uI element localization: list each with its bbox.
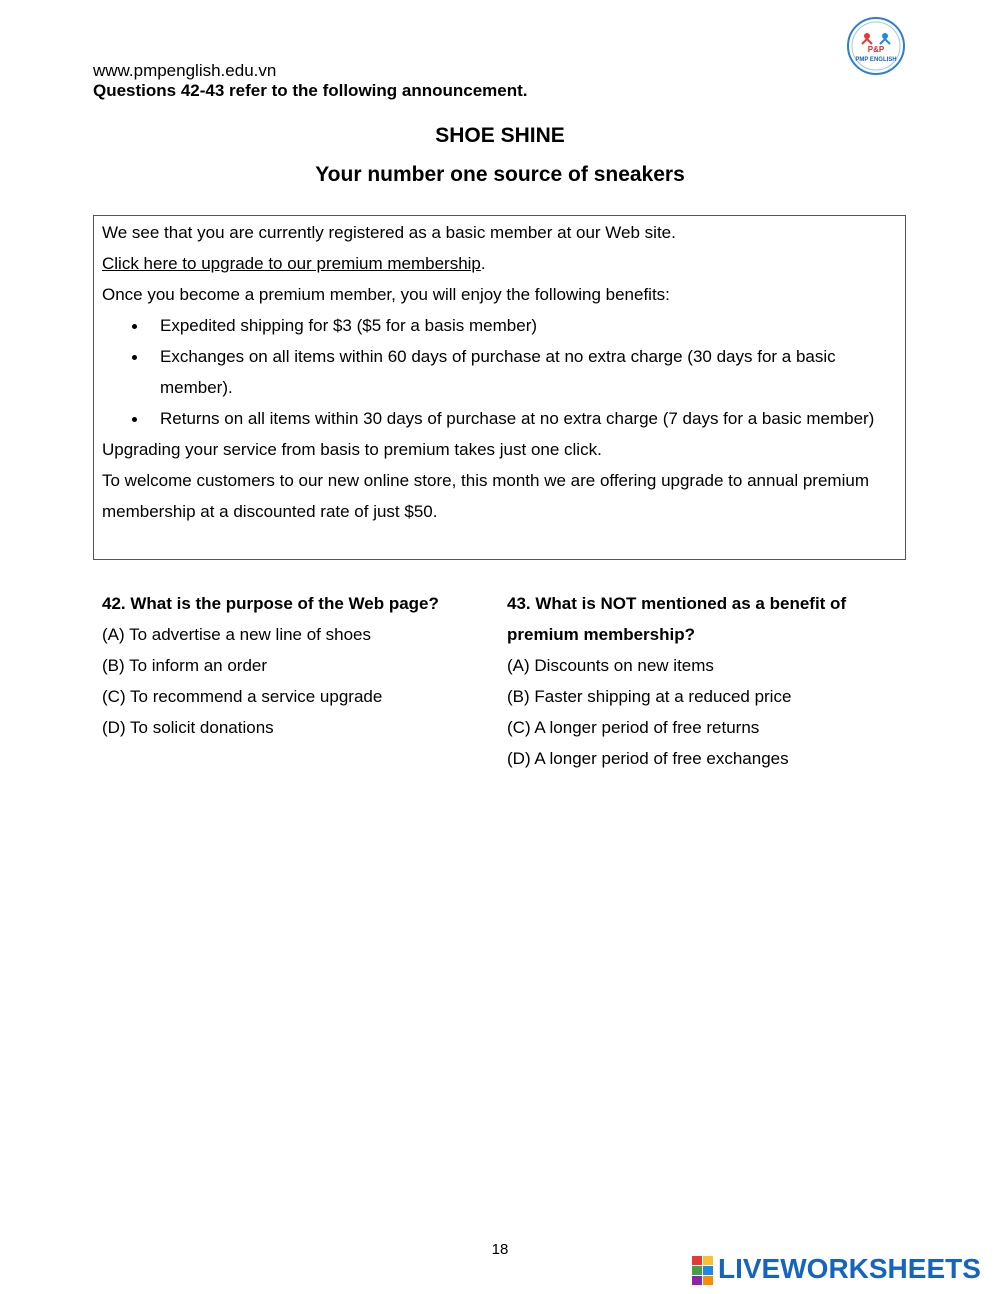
- upgrade-link-suffix: .: [480, 254, 486, 273]
- answer-option[interactable]: (B) To inform an order: [102, 656, 268, 675]
- website-url: www.pmpenglish.edu.vn: [93, 61, 277, 80]
- membership-status-line: We see that you are currently registered as a basic member at our Web site.: [102, 223, 676, 242]
- liveworksheets-brand: LIVEWORKSHEETS: [718, 1253, 981, 1284]
- bullet-icon: [132, 355, 137, 360]
- benefit-text: Expedited shipping for $3 ($5 for a basis member): [160, 316, 538, 335]
- benefit-item: [160, 310, 897, 341]
- question-stem: 42. What is the purpose of the Web page?: [102, 594, 439, 613]
- offer-line: To welcome customers to our new online store, this month we are offering upgrade to annual premium membership at a discounted rate of just $50.: [102, 471, 869, 521]
- answer-option[interactable]: (D) To solicit donations: [102, 718, 274, 737]
- upgrade-info-line: Upgrading your service from basis to premium takes just one click.: [102, 440, 602, 459]
- answer-option[interactable]: (C) To recommend a service upgrade: [102, 687, 383, 706]
- benefit-item: [160, 341, 897, 403]
- questions-intro: Questions 42-43 refer to the following announcement.: [93, 81, 528, 100]
- answer-option[interactable]: (A) To advertise a new line of shoes: [102, 625, 371, 644]
- svg-text:PMP ENGLISH: PMP ENGLISH: [855, 57, 897, 63]
- announcement-subtitle: Your number one source of sneakers: [315, 163, 685, 186]
- answer-option[interactable]: (A) Discounts on new items: [507, 656, 714, 675]
- announcement-box: [93, 215, 906, 560]
- benefit-text: Returns on all items within 30 days of purchase at no extra charge (7 days for a basic member): [160, 409, 875, 428]
- benefit-text: Exchanges on all items within 60 days of purchase at no extra charge (30 days for a basic member).: [160, 347, 836, 397]
- liveworksheets-logo: [692, 1253, 992, 1287]
- upgrade-link[interactable]: Click here to upgrade to our premium membership: [102, 254, 481, 273]
- answer-option[interactable]: (C) A longer period of free returns: [507, 718, 760, 737]
- answer-option[interactable]: (D) A longer period of free exchanges: [507, 749, 789, 768]
- benefits-list: [102, 310, 897, 434]
- svg-text:P&P: P&P: [867, 45, 885, 54]
- bullet-icon: [132, 324, 137, 329]
- page-number: 18: [491, 1241, 509, 1258]
- pmp-english-logo: [846, 16, 906, 76]
- bullet-icon: [132, 417, 137, 422]
- liveworksheets-blocks-icon: [692, 1256, 714, 1286]
- benefits-intro: Once you become a premium member, you will enjoy the following benefits:: [102, 285, 670, 304]
- announcement-title: SHOE SHINE: [435, 124, 565, 147]
- answer-option[interactable]: (B) Faster shipping at a reduced price: [507, 687, 792, 706]
- upgrade-line: [102, 248, 897, 279]
- question-43: [507, 588, 907, 774]
- question-stem: 43. What is NOT mentioned as a benefit of premium membership?: [507, 594, 847, 644]
- benefit-item: [160, 403, 897, 434]
- question-42: [102, 588, 492, 743]
